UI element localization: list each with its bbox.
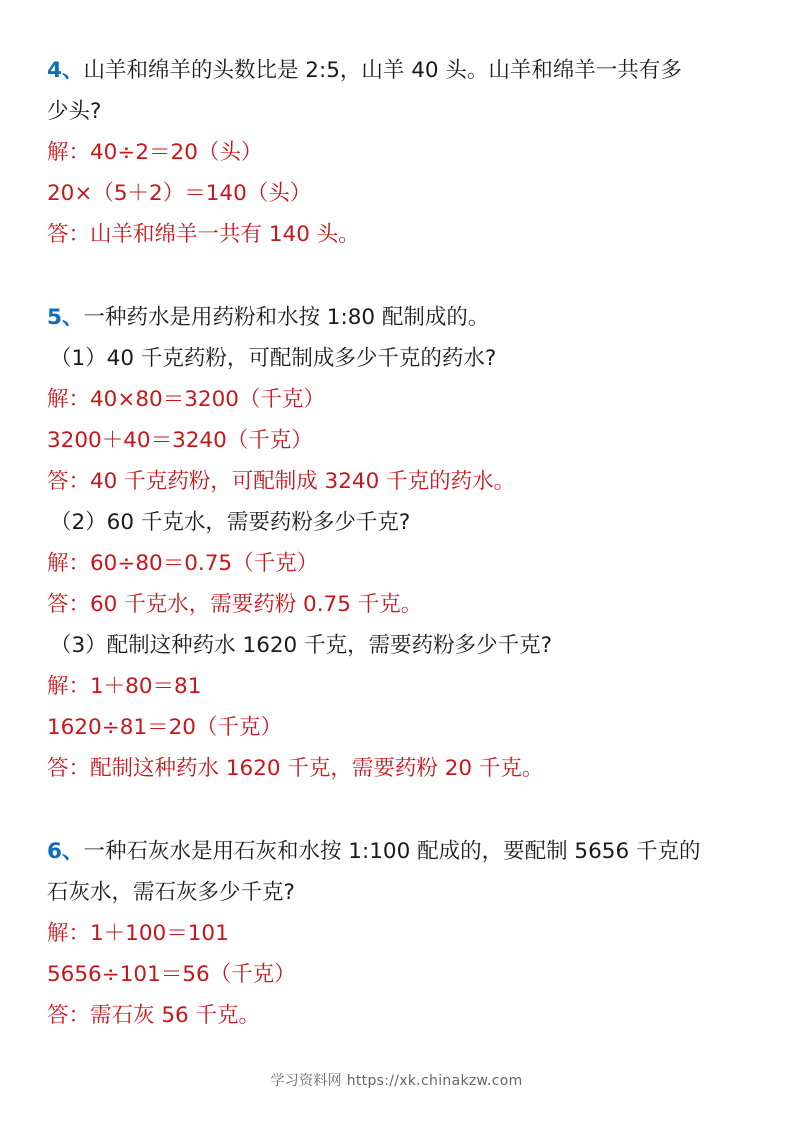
answer-line: 解：1＋80＝81	[47, 674, 202, 699]
problem-4	[47, 50, 757, 255]
answer-line: 答：山羊和绵羊一共有 140 头。	[47, 222, 360, 247]
problem-6-question-line-1	[47, 831, 757, 872]
problem-6-question-line-2: 石灰水，需石灰多少千克?	[47, 880, 295, 905]
problem-number: 5、	[47, 305, 84, 330]
question-text: 山羊和绵羊的头数比是 2:5，山羊 40 头。山羊和绵羊一共有多	[83, 58, 682, 83]
answer-line: 解：40÷2＝20（头）	[47, 140, 263, 165]
answer-line: 答：配制这种药水 1620 千克，需要药粉 20 千克。	[47, 756, 544, 781]
answer-line: 答：需石灰 56 千克。	[47, 1003, 261, 1028]
footer-source: 学习资料网 https://xk.chinakzw.com	[270, 1073, 523, 1089]
problem-4-question-line-1	[47, 50, 757, 91]
spacer	[47, 789, 757, 831]
answer-line: 答：40 千克药粉，可配制成 3240 千克的药水。	[47, 469, 516, 494]
sub-question-3: （3）配制这种药水 1620 千克，需要药粉多少千克?	[50, 633, 552, 658]
answer-line: 20×（5＋2）＝140（头）	[47, 181, 312, 206]
problem-5	[47, 297, 757, 789]
answer-line: 1620÷81＝20（千克）	[47, 715, 282, 740]
answer-line: 解：40×80＝3200（千克）	[47, 387, 325, 412]
problem-6	[47, 831, 757, 1036]
problem-5-question-line-1	[47, 297, 757, 338]
question-text: 一种药水是用药粉和水按 1:80 配制成的。	[83, 305, 490, 330]
answer-line: 解：1＋100＝101	[47, 921, 229, 946]
answer-line: 答：60 千克水，需要药粉 0.75 千克。	[47, 592, 423, 617]
problem-4-question-line-2: 少头?	[47, 99, 102, 124]
answer-line: 3200＋40＝3240（千克）	[47, 428, 313, 453]
problem-number: 4、	[47, 58, 84, 83]
worksheet-page	[47, 50, 757, 1036]
answer-line: 5656÷101＝56（千克）	[47, 962, 296, 987]
sub-question-1: （1）40 千克药粉，可配制成多少千克的药水?	[50, 346, 497, 371]
answer-line: 解：60÷80＝0.75（千克）	[47, 551, 319, 576]
sub-question-2: （2）60 千克水，需要药粉多少千克?	[50, 510, 411, 535]
spacer	[47, 255, 757, 297]
question-text: 一种石灰水是用石灰和水按 1:100 配成的，要配制 5656 千克的	[83, 839, 701, 864]
problem-number: 6、	[47, 839, 84, 864]
